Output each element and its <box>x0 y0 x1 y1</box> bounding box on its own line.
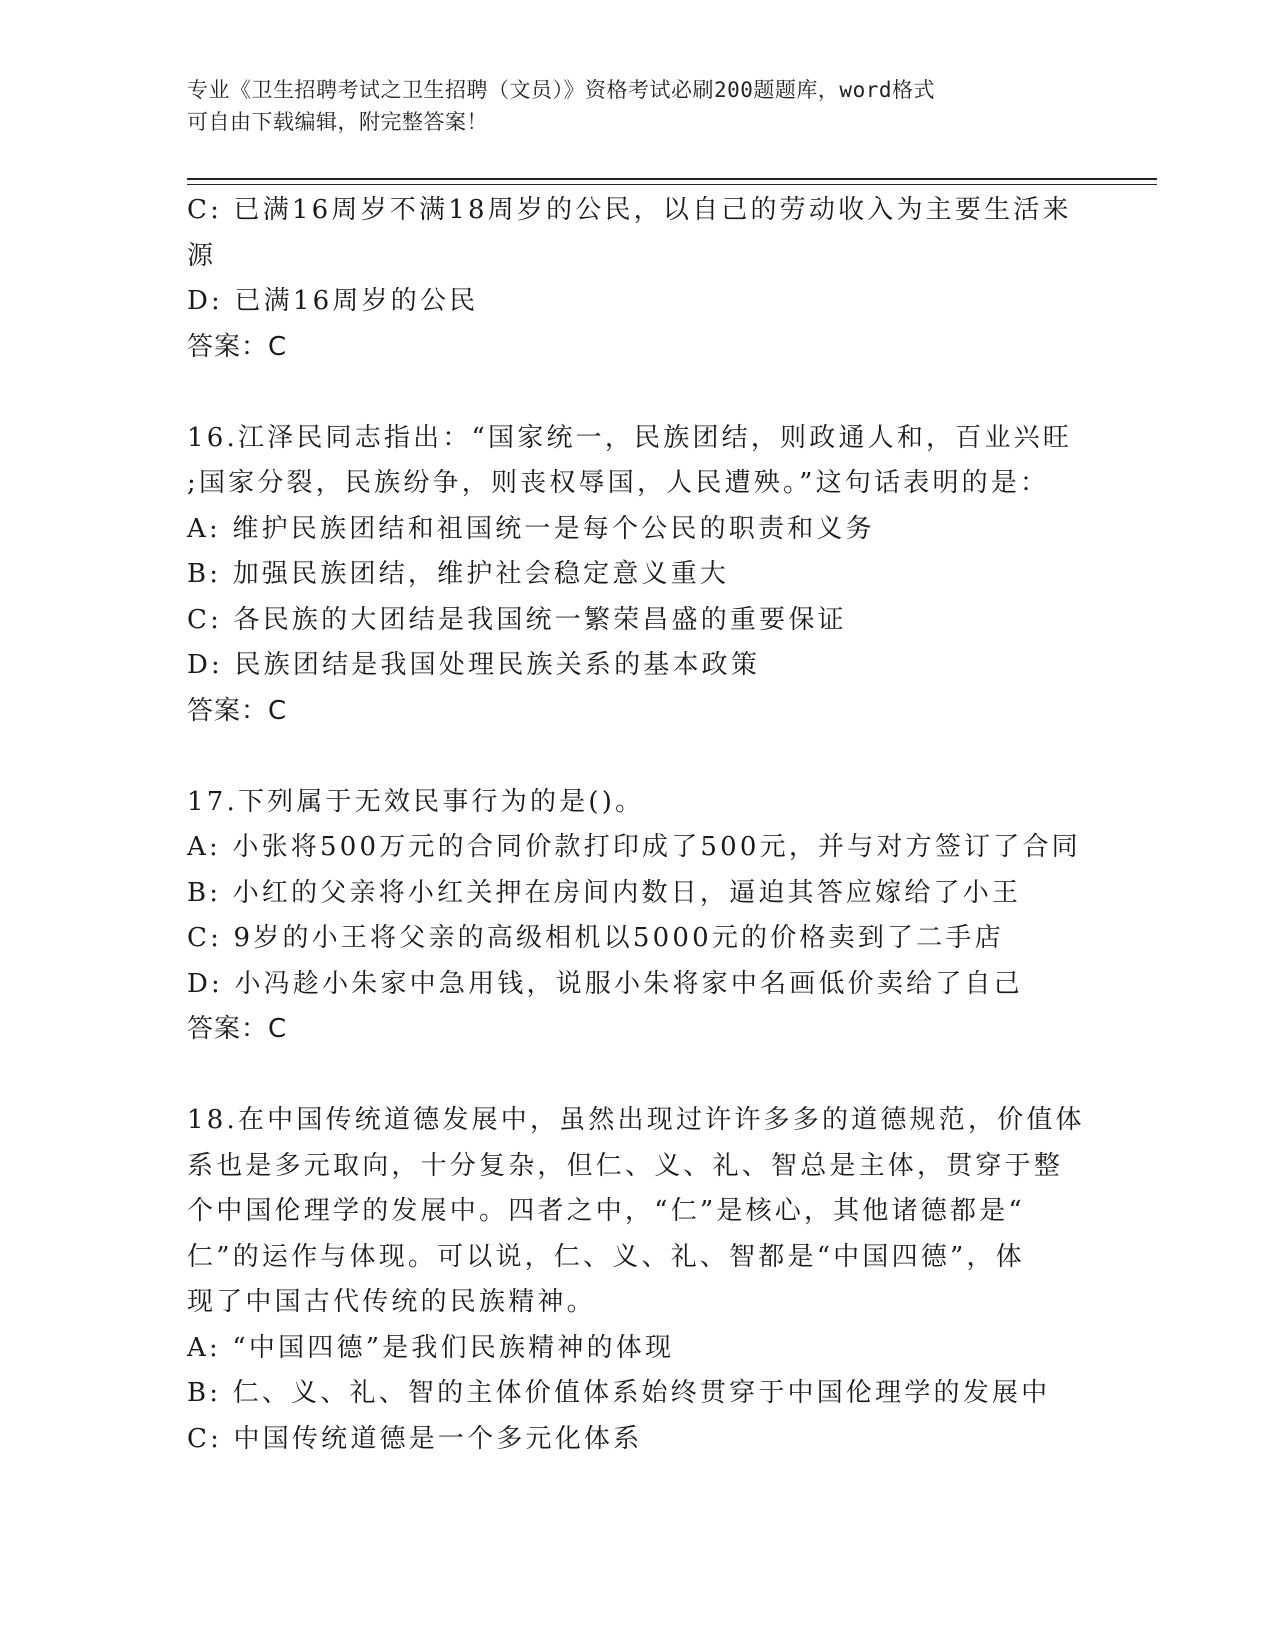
spacer <box>187 1053 1087 1099</box>
header-divider-thick <box>187 178 1157 180</box>
question-stem-line-1: 16.江泽民同志指出：“国家统一，民族团结，则政通人和，百业兴旺 <box>187 422 1073 453</box>
question-stem-line-4: 仁”的运作与体现。可以说，仁、义、礼、智都是“中国四德”，体 <box>187 1241 1025 1272</box>
question-16 <box>187 416 1087 735</box>
option-a: A: 维护民族团结和祖国统一是每个公民的职责和义务 <box>187 513 875 544</box>
option-b: B: 仁、义、礼、智的主体价值体系始终贯穿于中国伦理学的发展中 <box>187 1378 1051 1408</box>
option-c: C: 各民族的大团结是我国统一繁荣昌盛的重要保证 <box>187 604 847 635</box>
document-header <box>187 74 1087 138</box>
option-d: D: 小冯趁小朱家中急用钱，说服小朱将家中名画低价卖给了自己 <box>187 968 1023 999</box>
option-c-line-1: C: 已满16周岁不满18周岁的公民，以自己的劳动收入为主要生活来 <box>187 195 1072 225</box>
question-stem-line-5: 现了中国古代传统的民族精神。 <box>187 1287 596 1317</box>
option-d: D: 民族团结是我国处理民族关系的基本政策 <box>187 650 761 680</box>
option-b: B: 小红的父亲将小红关押在房间内数日，逼迫其答应嫁给了小王 <box>187 877 1022 908</box>
question-17 <box>187 780 1087 1053</box>
header-divider-thin <box>187 184 1157 185</box>
question-stem: 17.下列属于无效民事行为的是()。 <box>187 786 645 817</box>
question-18 <box>187 1098 1087 1462</box>
option-c: C: 中国传统道德是一个多元化体系 <box>187 1423 643 1454</box>
question-stem-line-2: 系也是多元取向，十分复杂，但仁、义、礼、智总是主体，贯穿于整 <box>187 1150 1064 1181</box>
spacer <box>187 734 1087 780</box>
question-content <box>187 188 1087 1462</box>
question-stem-line-1: 18.在中国传统道德发展中，虽然出现过许许多多的道德规范，价值体 <box>187 1105 1085 1135</box>
option-c: C: 9岁的小王将父亲的高级相机以5000元的价格卖到了二手店 <box>187 923 1004 953</box>
question-15-tail <box>187 188 1087 370</box>
answer: 答案：C <box>187 695 288 726</box>
answer: 答案：C <box>187 1014 288 1044</box>
question-stem-line-3: 个中国伦理学的发展中。四者之中，“仁”是核心，其他诸德都是“ <box>187 1196 1025 1226</box>
answer: 答案：C <box>187 331 288 362</box>
option-c-line-2: 源 <box>187 240 217 271</box>
question-stem-line-2: ;国家分裂，民族纷争，则丧权辱国，人民遭殃。”这句话表明的是： <box>187 468 1050 498</box>
spacer <box>187 370 1087 416</box>
header-line-1: 专业《卫生招聘考试之卫生招聘（文员）》资格考试必刷200题题库，word格式 <box>187 78 935 102</box>
option-b: B: 加强民族团结，维护社会稳定意义重大 <box>187 559 730 589</box>
option-a: A: “中国四德”是我们民族精神的体现 <box>187 1332 675 1363</box>
header-line-2: 可自由下载编辑，附完整答案！ <box>187 110 488 134</box>
option-d: D: 已满16周岁的公民 <box>187 286 479 316</box>
option-a: A: 小张将500万元的合同价款打印成了500元，并与对方签订了合同 <box>187 832 1081 862</box>
